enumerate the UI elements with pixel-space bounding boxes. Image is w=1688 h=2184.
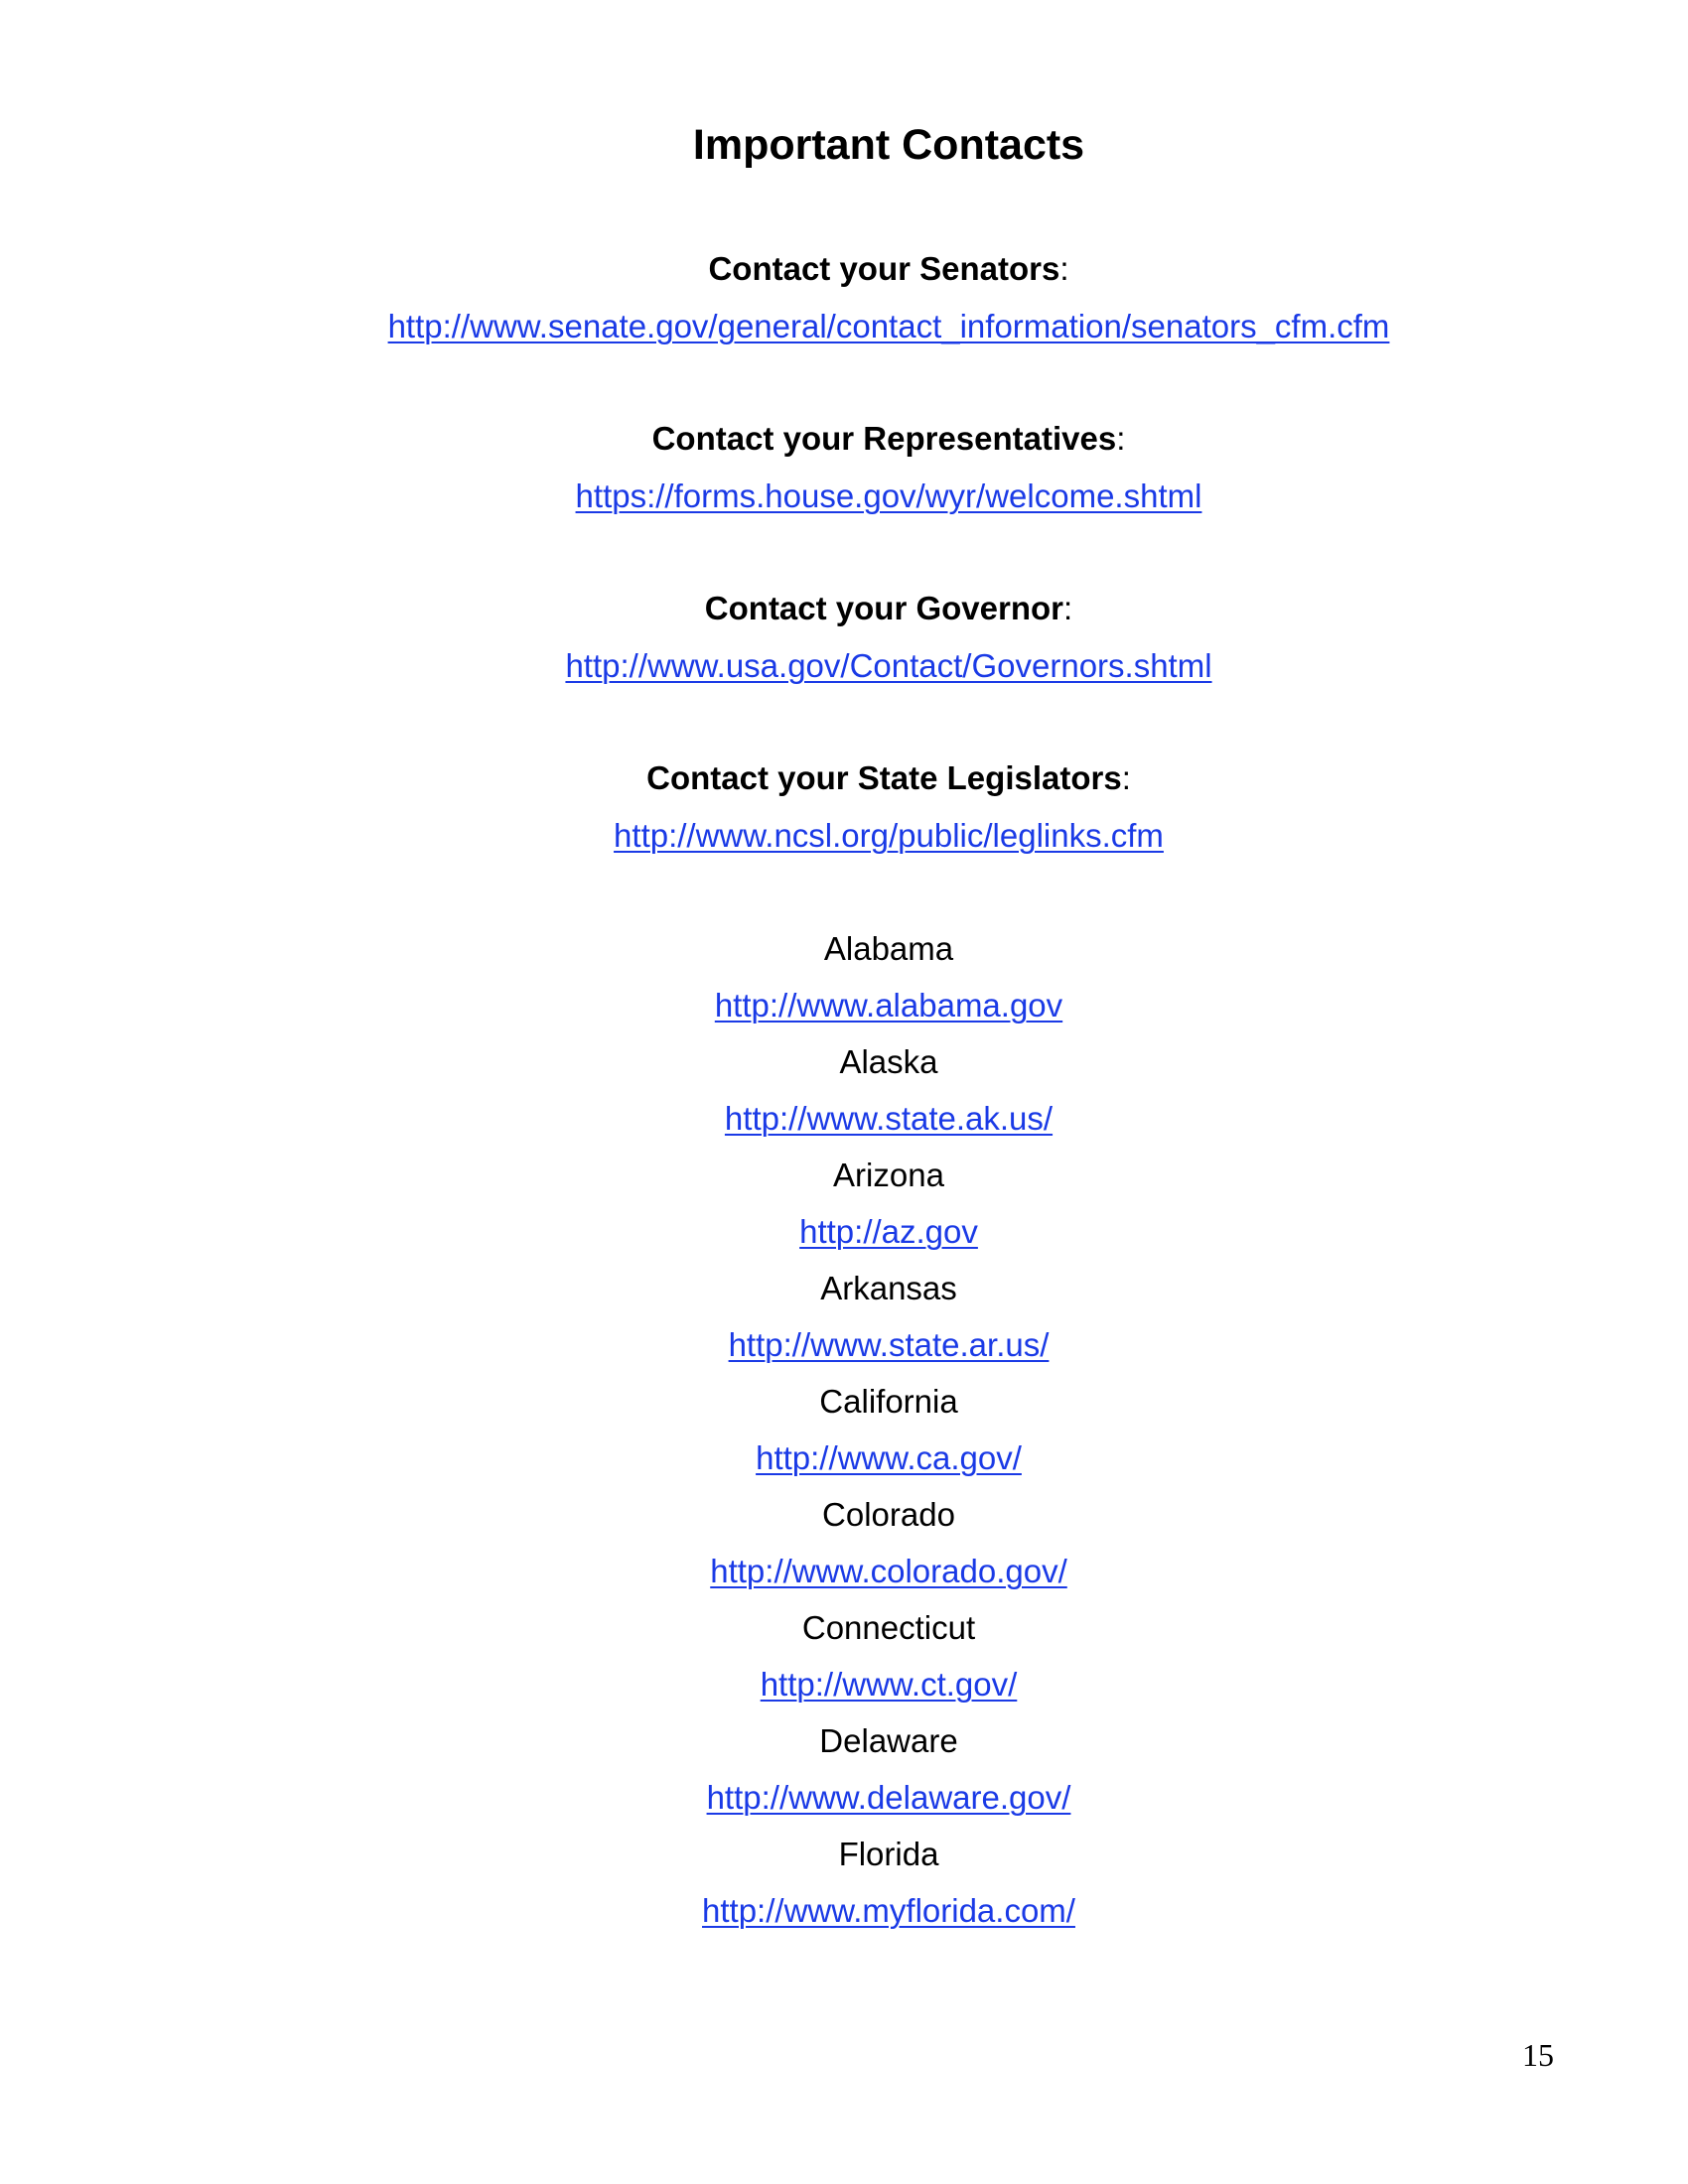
contact-heading-state-legislators: Contact your State Legislators	[646, 759, 1122, 796]
state-link[interactable]: http://az.gov	[799, 1213, 978, 1250]
contact-heading-representatives: Contact your Representatives	[651, 420, 1117, 457]
list-item	[0, 1494, 1688, 1607]
list-item	[0, 928, 1688, 1041]
state-link[interactable]: http://www.alabama.gov	[714, 987, 1063, 1024]
heading-colon: :	[1116, 420, 1126, 457]
contact-heading-senators: Contact your Senators	[708, 250, 1060, 287]
state-name: Alabama	[823, 930, 954, 967]
contact-governor	[0, 588, 1688, 687]
state-legislators-link[interactable]: http://www.ncsl.org/public/leglinks.cfm	[614, 817, 1164, 854]
contact-heading-governor: Contact your Governor	[704, 590, 1064, 626]
state-link[interactable]: http://www.state.ak.us/	[724, 1100, 1054, 1137]
governor-link[interactable]: http://www.usa.gov/Contact/Governors.shtml	[565, 647, 1212, 684]
state-name: Arizona	[833, 1157, 944, 1193]
contact-senators	[0, 248, 1688, 347]
heading-colon: :	[1059, 250, 1069, 287]
list-item	[0, 1720, 1688, 1834]
list-item	[0, 1834, 1688, 1947]
heading-colon: :	[1063, 590, 1073, 626]
state-name: Delaware	[819, 1722, 958, 1759]
state-link[interactable]: http://www.delaware.gov/	[706, 1779, 1071, 1816]
senators-link[interactable]: http://www.senate.gov/general/contact_information/senators_cfm.cfm	[387, 308, 1390, 344]
state-link[interactable]: http://www.ct.gov/	[760, 1666, 1018, 1703]
state-name: Arkansas	[820, 1270, 957, 1306]
list-item	[0, 1607, 1688, 1720]
state-link[interactable]: http://www.state.ar.us/	[728, 1326, 1050, 1363]
list-item	[0, 1381, 1688, 1494]
state-link[interactable]: http://www.myflorida.com/	[702, 1892, 1075, 1929]
list-item	[0, 1041, 1688, 1155]
state-list	[0, 928, 1688, 1947]
state-link[interactable]: http://www.ca.gov/	[756, 1439, 1022, 1476]
list-item	[0, 1268, 1688, 1381]
representatives-link[interactable]: https://forms.house.gov/wyr/welcome.shtml	[575, 478, 1202, 514]
state-name: Colorado	[822, 1496, 955, 1533]
state-name: Alaska	[839, 1043, 938, 1080]
contact-representatives	[0, 418, 1688, 517]
list-item	[0, 1155, 1688, 1268]
state-name: California	[819, 1383, 958, 1420]
state-name: Florida	[838, 1836, 939, 1872]
page-title: Important Contacts	[692, 121, 1085, 169]
heading-colon: :	[1121, 759, 1131, 796]
contact-state-legislators	[0, 757, 1688, 857]
state-link[interactable]: http://www.colorado.gov/	[710, 1553, 1067, 1589]
state-name: Connecticut	[801, 1609, 976, 1646]
page-number: 15	[1522, 2037, 1554, 2073]
